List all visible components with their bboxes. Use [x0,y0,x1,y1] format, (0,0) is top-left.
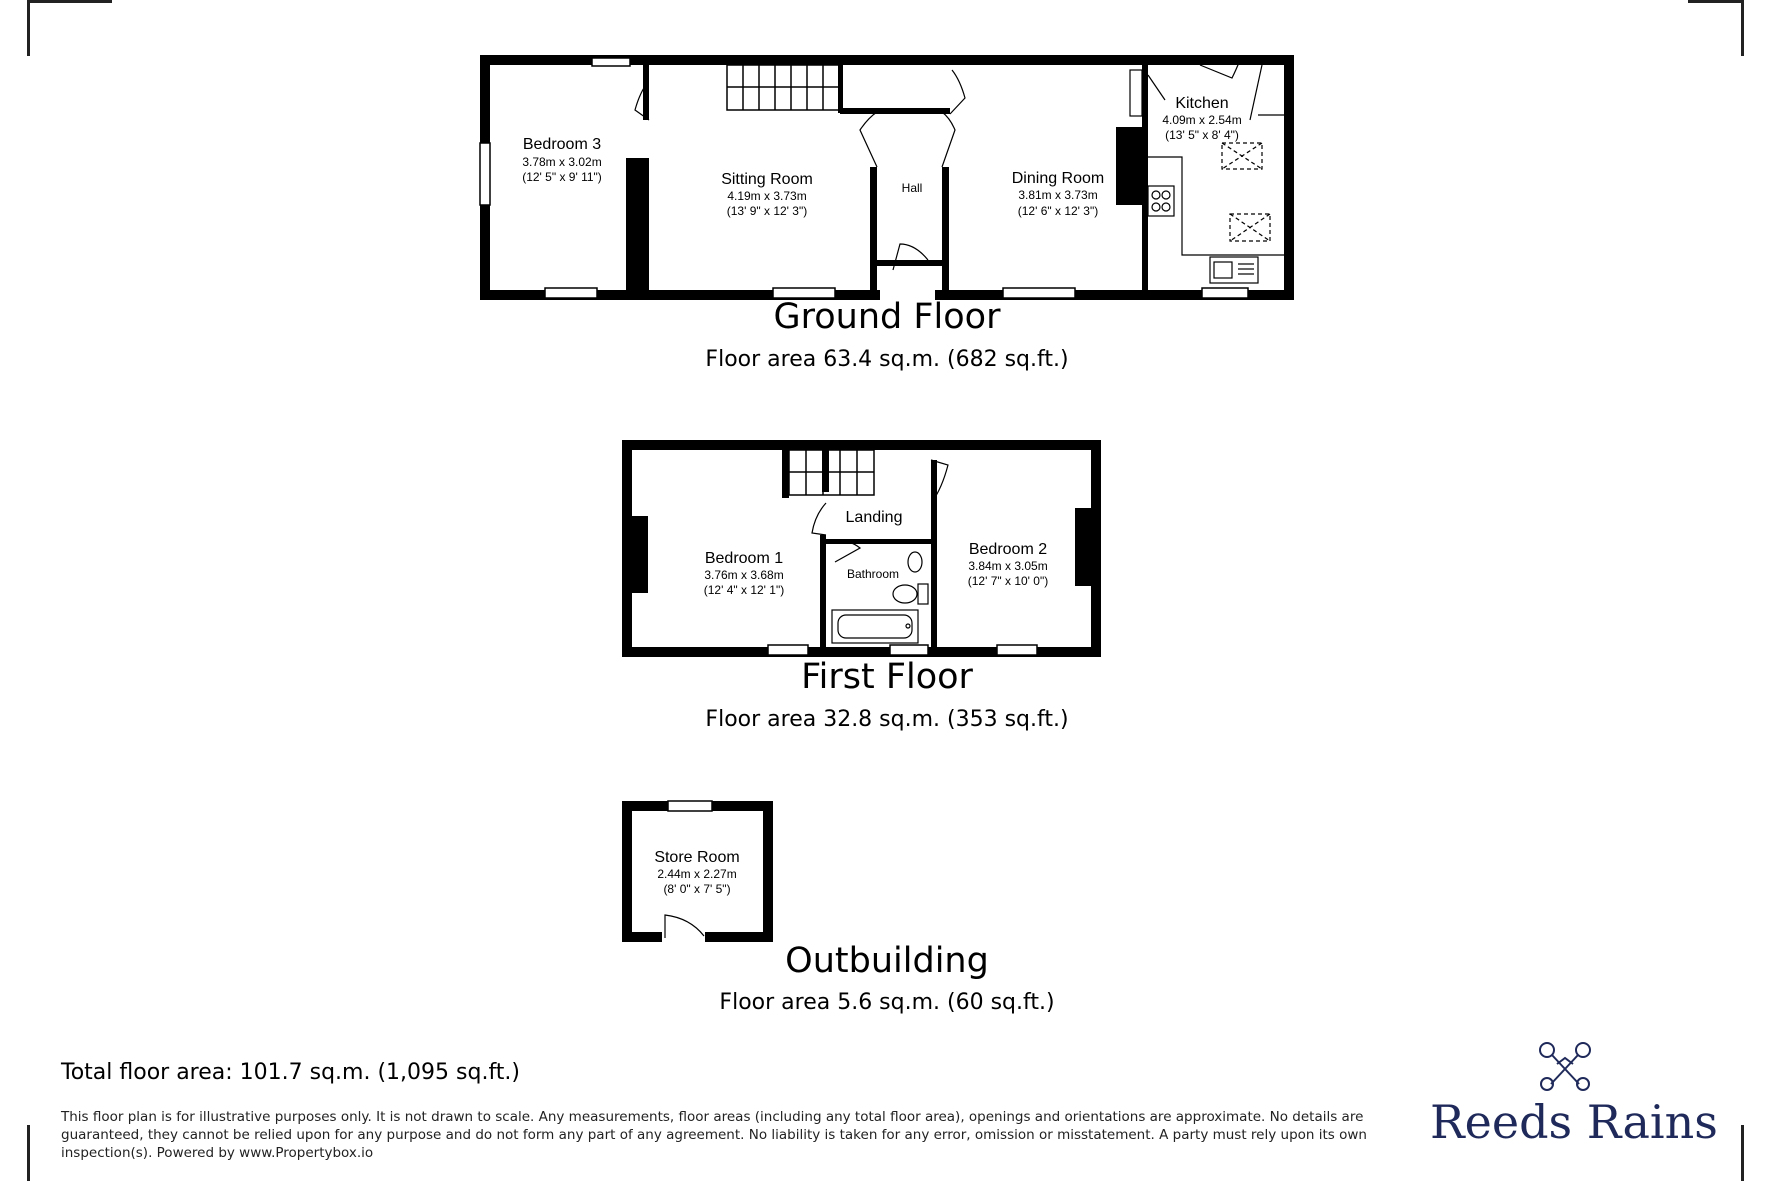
first-floor-stairs [789,450,874,495]
hall-name: Hall [901,181,923,195]
sitting-room-metric: 4.19m x 3.73m [727,189,807,203]
landing-name: Landing [845,509,903,526]
bathroom-fittings [832,552,928,643]
brand-name: Reeds Rains [1430,1095,1718,1149]
outbuilding-window [668,801,712,811]
first-floor-plan [622,440,1101,732]
outbuilding-plan [622,801,1055,1015]
dining-room-name: Dining Room [1011,170,1105,187]
bedroom-3-name: Bedroom 3 [522,136,602,153]
store-room-imperial: (8' 0" x 7' 5") [663,882,731,896]
bedroom-1-name: Bedroom 1 [704,550,784,567]
ground-floor-doors [635,60,1284,270]
ground-floor-area: Floor area 63.4 sq.m. (682 sq.ft.) [705,347,1069,372]
dining-room-metric: 3.81m x 3.73m [1018,188,1098,202]
kitchen-metric: 4.09m x 2.54m [1162,113,1242,127]
bedroom-1-metric: 3.76m x 3.68m [704,568,784,582]
bedroom-2-name: Bedroom 2 [968,541,1048,558]
ground-floor-plan [480,55,1294,372]
bedroom-1-imperial: (12' 4" x 12' 1") [703,583,785,597]
outbuilding-area: Floor area 5.6 sq.m. (60 sq.ft.) [719,990,1055,1015]
ground-floor-walls [480,55,1294,300]
bedroom-3-imperial: (12' 5" x 9' 11") [522,170,602,184]
sitting-room-name: Sitting Room [721,171,813,188]
crossed-keys-icon [1535,1040,1595,1092]
kitchen-name: Kitchen [1175,95,1229,112]
dining-room-imperial: (12' 6" x 12' 3") [1017,204,1099,218]
total-floor-area: Total floor area: 101.7 sq.m. (1,095 sq.ft.) [61,1060,521,1085]
bedroom-2-metric: 3.84m x 3.05m [968,559,1048,573]
outbuilding-title: Outbuilding [785,941,989,981]
ground-floor-stairs [727,65,842,110]
ground-floor-title: Ground Floor [773,297,1001,337]
bedroom-3-metric: 3.78m x 3.02m [522,155,602,169]
store-room-name: Store Room [654,849,740,866]
first-floor-area: Floor area 32.8 sq.m. (353 sq.ft.) [705,707,1069,732]
sitting-room-imperial: (13' 9" x 12' 3") [726,204,808,218]
outbuilding-door [665,915,704,938]
first-floor-windows [768,645,1037,655]
first-floor-title: First Floor [801,657,973,697]
bathroom-name: Bathroom [846,567,900,581]
bedroom-2-imperial: (12' 7" x 10' 0") [967,574,1049,588]
store-room-metric: 2.44m x 2.27m [657,867,737,881]
kitchen-imperial: (13' 5" x 8' 4") [1165,128,1239,142]
disclaimer: This floor plan is for illustrative purposes only. It is not drawn to scale. Any measurements, floor areas (including any total floor area), openings and orientations are approximate. No details are guaranteed, they cannot be relied upon for any purpose and do not form any part of any agreement. No liability is taken for any error, omission or misstatement. A party must rely upon its own inspection(s). Powered by www.Propertybox.io [61,1109,1367,1161]
